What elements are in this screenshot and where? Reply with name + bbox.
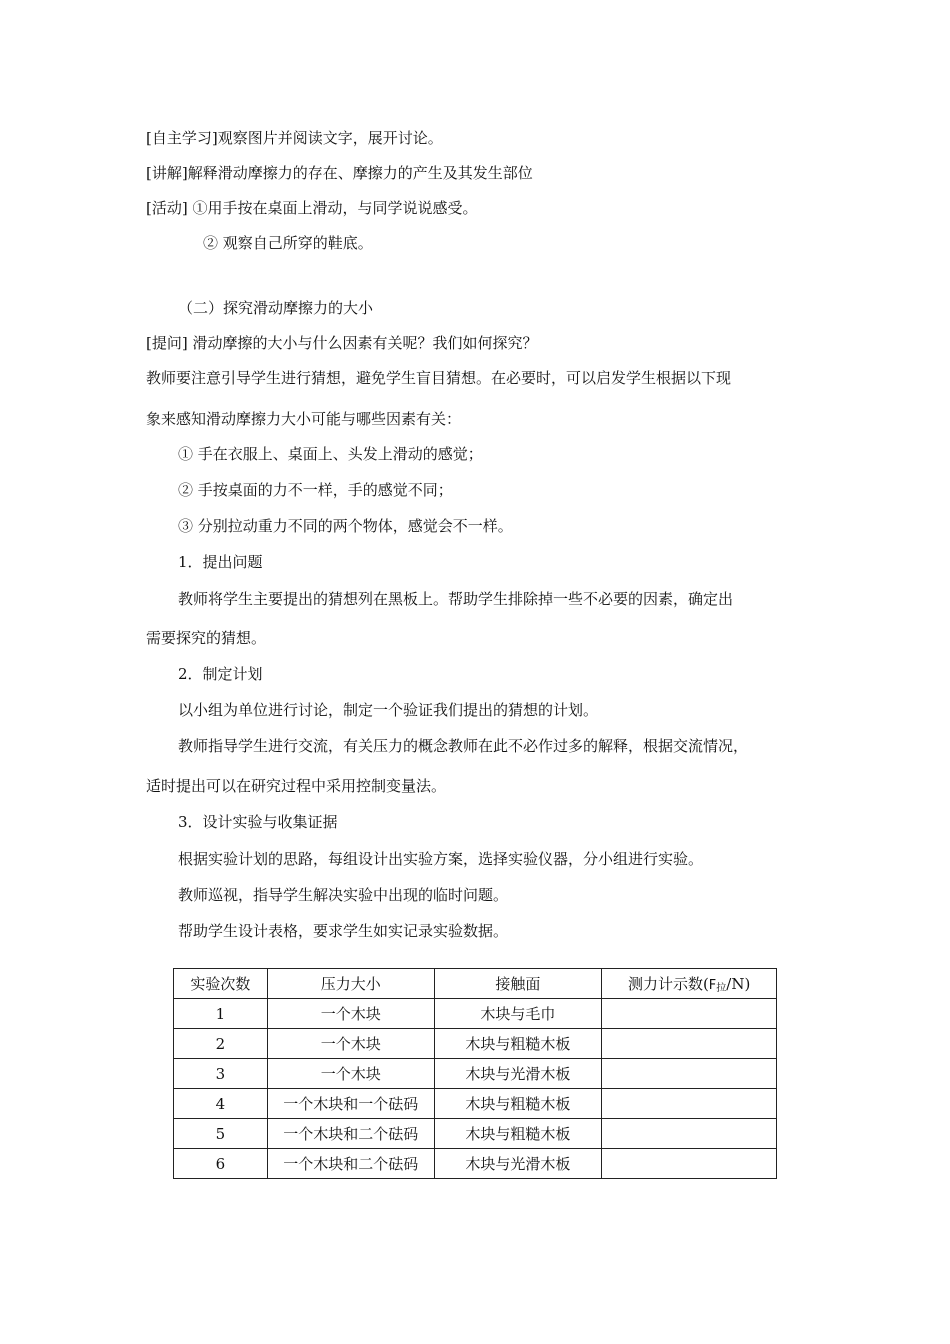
- paragraph-self-study: [自主学习]观察图片并阅读文字，展开讨论。: [146, 129, 443, 147]
- table-header-row: [174, 969, 777, 999]
- header-reading: 测力计示数$(F_拉/N)$: [602, 969, 777, 999]
- header-force: 压力大小: [267, 969, 434, 999]
- experiment-table: [173, 968, 777, 1179]
- header-surface: 接触面: [434, 969, 602, 999]
- table-row: 4 一个木块和一个砝码 木块与粗糙木板: [174, 1089, 777, 1119]
- paragraph-guide-cont: 象来感知滑动摩擦力大小可能与哪些因素有关：: [146, 410, 462, 428]
- paragraph-step-3: 根据实验计划的思路，每组设计出实验方案，选择实验仪器，分小组进行实验。: [178, 850, 704, 868]
- list-item-1: ① 手在衣服上、桌面上、头发上滑动的感觉；: [178, 445, 483, 463]
- list-item-2: ② 手按桌面的力不一样，手的感觉不同；: [178, 481, 453, 499]
- paragraph-explain: [讲解]解释滑动摩擦力的存在、摩擦力的产生及其发生部位: [146, 164, 533, 182]
- paragraph-step-2b: 教师指导学生进行交流，有关压力的概念教师在此不必作过多的解释，根据交流情况，: [178, 737, 749, 755]
- table-row: 1 一个木块 木块与毛巾: [174, 999, 777, 1029]
- paragraph-step-1: 教师将学生主要提出的猜想列在黑板上。帮助学生排除掉一些不必要的因素，确定出: [178, 590, 734, 608]
- section-heading-2: （二）探究滑动摩擦力的大小: [178, 299, 374, 317]
- paragraph-step-1-cont: 需要探究的猜想。: [146, 629, 267, 647]
- paragraph-activity: [活动] ①用手按在桌面上滑动，与同学说说感受。: [146, 199, 478, 217]
- list-item-3: ③ 分别拉动重力不同的两个物体，感觉会不一样。: [178, 517, 513, 535]
- paragraph-step-2b-cont: 适时提出可以在研究过程中采用控制变量法。: [146, 777, 447, 795]
- table-row: 5 一个木块和二个砝码 木块与粗糙木板: [174, 1119, 777, 1149]
- paragraph-step-3c: 帮助学生设计表格，要求学生如实记录实验数据。: [178, 922, 509, 940]
- paragraph-activity-2: ② 观察自己所穿的鞋底。: [203, 234, 373, 252]
- table-row: 3 一个木块 木块与光滑木板: [174, 1059, 777, 1089]
- paragraph-question: [提问] 滑动摩擦的大小与什么因素有关呢？我们如何探究？: [146, 334, 538, 352]
- table-row: 6 一个木块和二个砝码 木块与光滑木板: [174, 1149, 777, 1179]
- table-row: 2 一个木块 木块与粗糙木板: [174, 1029, 777, 1059]
- paragraph-guide: 教师要注意引导学生进行猜想，避免学生盲目猜想。在必要时，可以启发学生根据以下现: [146, 369, 732, 387]
- header-trial: 实验次数: [174, 969, 268, 999]
- step-heading-2: 2．制定计划: [178, 665, 263, 683]
- step-heading-3: 3．设计实验与收集证据: [178, 813, 338, 831]
- step-heading-1: 1．提出问题: [178, 553, 263, 571]
- paragraph-step-3b: 教师巡视，指导学生解决实验中出现的临时问题。: [178, 886, 509, 904]
- paragraph-step-2: 以小组为单位进行讨论，制定一个验证我们提出的猜想的计划。: [178, 701, 599, 719]
